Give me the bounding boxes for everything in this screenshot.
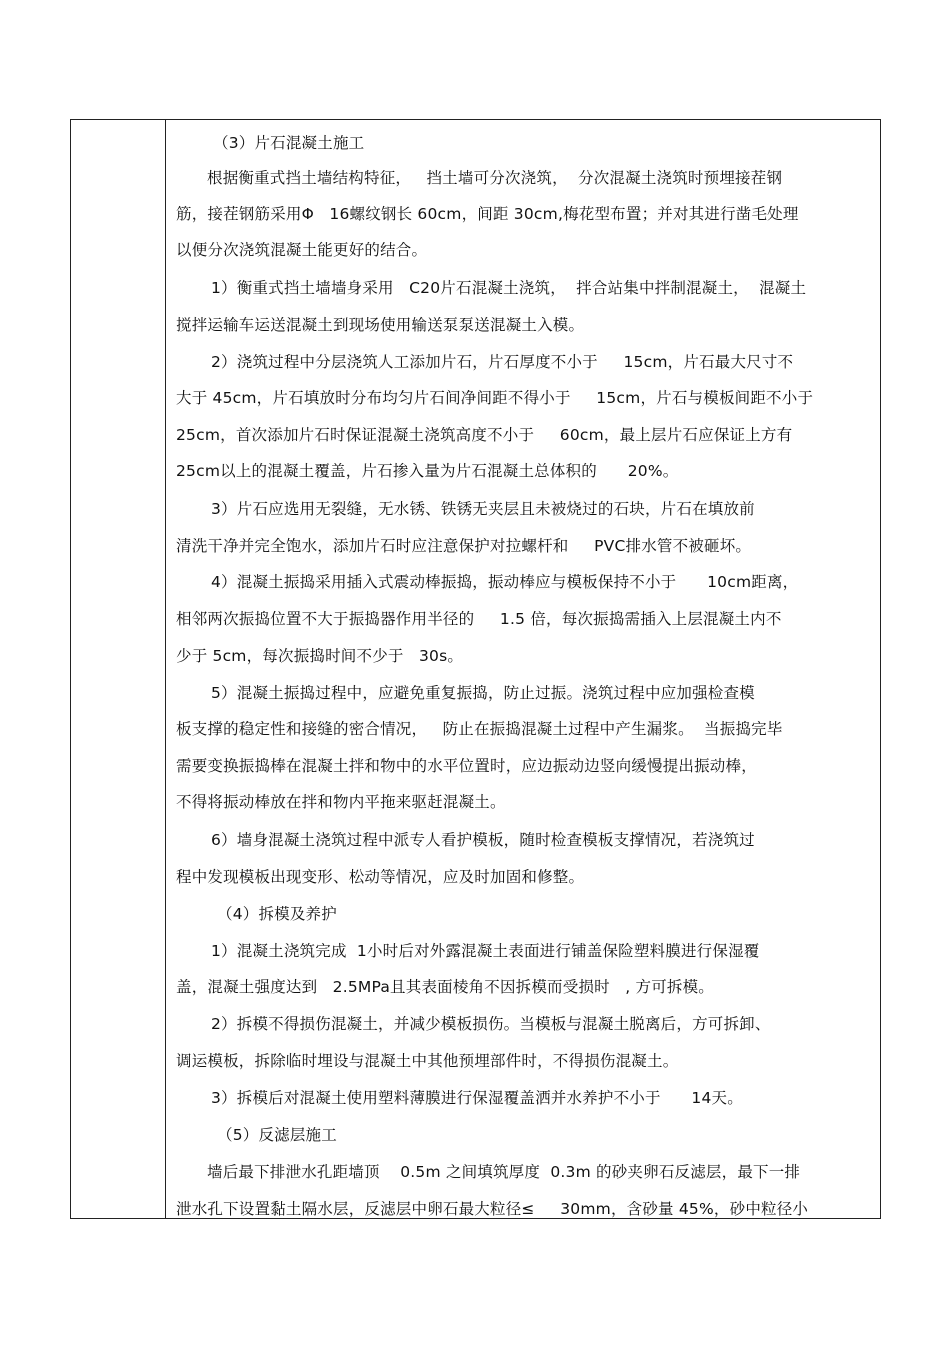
paragraph-line: 以便分次浇筑混凝土能更好的结合。 — [176, 241, 428, 259]
paragraph-line: 1）衡重式挡土墙墙身采用 C20片石混凝土浇筑， 拌合站集中拌制混凝土， 混凝土 — [211, 279, 807, 297]
paragraph-line: 25cm，首次添加片石时保证混凝土浇筑高度不小于 60cm，最上层片石应保证上方有 — [176, 426, 793, 444]
section-heading-4: （4）拆模及养护 — [217, 905, 337, 923]
paragraph-line: 不得将振动棒放在拌和物内平拖来驱赶混凝土。 — [176, 793, 506, 811]
section-heading-3: （3）片石混凝土施工 — [213, 134, 365, 152]
paragraph-line: 6）墙身混凝土浇筑过程中派专人看护模板，随时检查模板支撑情况，若浇筑过 — [211, 831, 755, 849]
paragraph-line: 2）拆模不得损伤混凝土，并减少模板损伤。当模板与混凝土脱离后，方可拆卸、 — [211, 1015, 771, 1033]
paragraph-line: 相邻两次振捣位置不大于振捣器作用半径的 1.5 倍，每次振捣需插入上层混凝土内不 — [176, 610, 782, 628]
paragraph-line: 盖，混凝土强度达到 2.5MPa且其表面棱角不因拆模而受损时 , 方可拆模。 — [176, 978, 714, 996]
paragraph-line: 1）混凝土浇筑完成 1小时后对外露混凝土表面进行铺盖保险塑料膜进行保湿覆 — [211, 942, 760, 960]
paragraph-line: 泄水孔下设置黏土隔水层，反滤层中卵石最大粒径≤ 30mm，含砂量 45%，砂中粒径小 — [176, 1200, 809, 1218]
table-label-column — [71, 120, 166, 1218]
paragraph-line: 大于 45cm，片石填放时分布均匀片石间净间距不得小于 15cm，片石与模板间距不小于 — [176, 389, 814, 407]
paragraph-line: 板支撑的稳定性和接缝的密合情况， 防止在振捣混凝土过程中产生漏浆。 当振捣完毕 — [176, 720, 783, 738]
paragraph-line: 2）浇筑过程中分层浇筑人工添加片石，片石厚度不小于 15cm，片石最大尺寸不 — [211, 353, 794, 371]
paragraph-line: 5）混凝土振捣过程中，应避免重复振捣，防止过振。浇筑过程中应加强检查模 — [211, 684, 755, 702]
section-heading-5: （5）反滤层施工 — [217, 1126, 337, 1144]
table-content-cell — [167, 120, 880, 1218]
paragraph-line: 少于 5cm，每次振捣时间不少于 30s。 — [176, 647, 464, 665]
paragraph-line: 3）拆模后对混凝土使用塑料薄膜进行保湿覆盖洒并水养护不小于 14天。 — [211, 1089, 743, 1107]
paragraph-line: 筋，接茬钢筋采用Φ 16螺纹钢长 60cm，间距 30cm,梅花型布置；并对其进行凿毛处理 — [176, 205, 799, 223]
paragraph-line: 根据衡重式挡土墙结构特征， 挡土墙可分次浇筑， 分次混凝土浇筑时预埋接茬钢 — [207, 169, 783, 187]
paragraph-line: 25cm以上的混凝土覆盖，片石掺入量为片石混凝土总体积的 20%。 — [176, 462, 679, 480]
paragraph-line: 清洗干净并完全饱水，添加片石时应注意保护对拉螺杆和 PVC排水管不被砸坏。 — [176, 537, 752, 555]
paragraph-line: 搅拌运输车运送混凝土到现场使用输送泵泵送混凝土入模。 — [176, 316, 585, 334]
paragraph-line: 调运模板，拆除临时埋设与混凝土中其他预埋部件时，不得损伤混凝土。 — [176, 1052, 679, 1070]
paragraph-line: 需要变换振捣棒在混凝土拌和物中的水平位置时，应边振动边竖向缓慢提出振动棒， — [176, 757, 757, 775]
paragraph-line: 墙后最下排泄水孔距墙顶 0.5m 之间填筑厚度 0.3m 的砂夹卵石反滤层，最下一排 — [207, 1163, 801, 1181]
paragraph-line: 程中发现模板出现变形、松动等情况，应及时加固和修整。 — [176, 868, 585, 886]
paragraph-line: 4）混凝土振捣采用插入式震动棒振捣，振动棒应与模板保持不小于 10cm距离， — [211, 573, 799, 591]
paragraph-line: 3）片石应选用无裂缝，无水锈、铁锈无夹层且未被烧过的石块，片石在填放前 — [211, 500, 755, 518]
document-table — [70, 119, 881, 1219]
